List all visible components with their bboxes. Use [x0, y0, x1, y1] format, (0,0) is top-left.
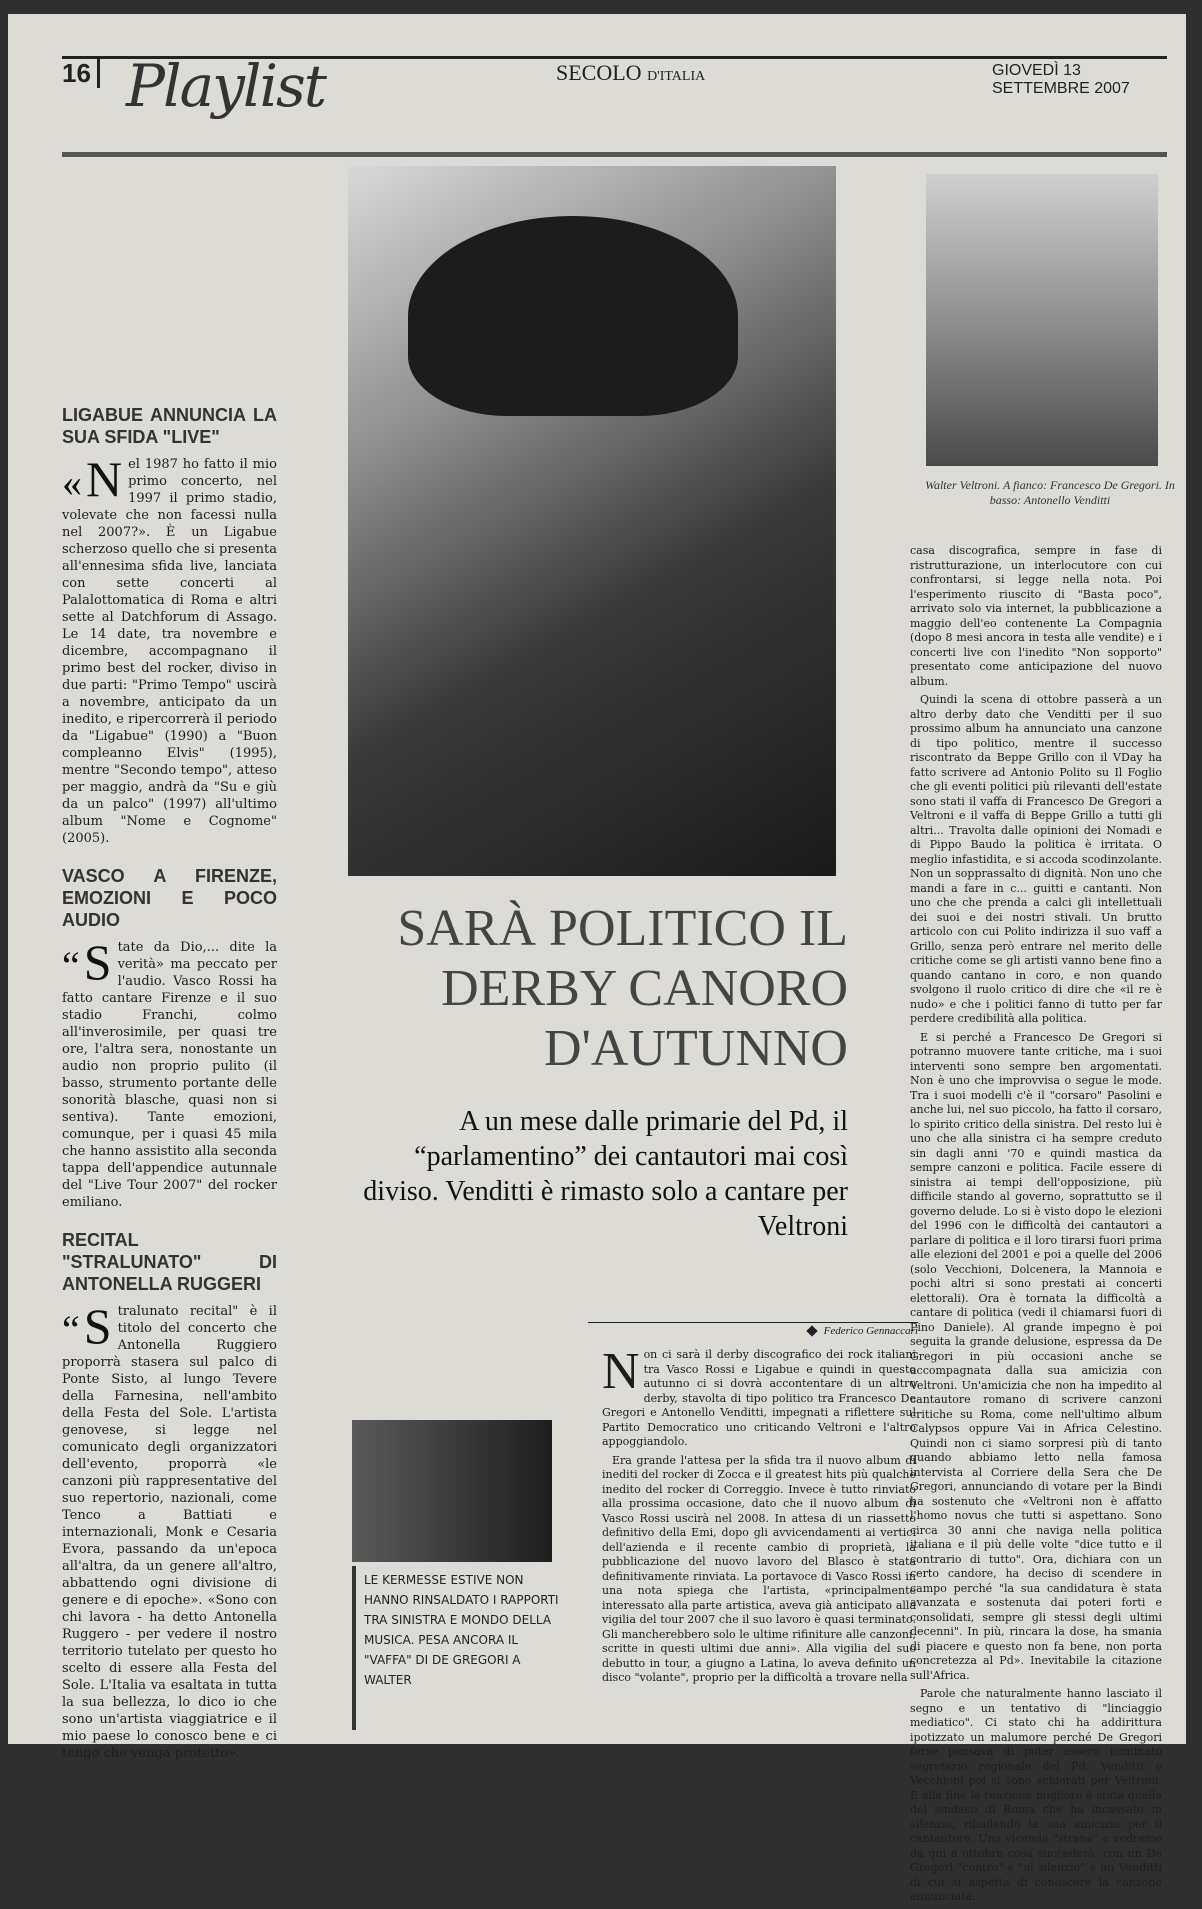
article-paragraph: on ci sarà il derby discografico dei rock italiani tra Vasco Rossi e Ligabue e quindi in questo autunno ci si dovrà accontentare di un altro derby, stavolta di tipo politico tra Francesco De Gregori e Antonello Venditti, impegnati a riflettere sul Partito Democratico uno criticando Veltroni e l'altro appoggiandolo.	[602, 1348, 916, 1448]
article-paragraph: Era grande l'attesa per la sfida tra il nuovo album di inediti del rocker di Zocca e il greatest hits più qualche inedito del rocker di Correggio. Invece è tutto rinviato alla prossima occasione, dato che il nuovo album di Vasco Rossi uscirà nel 2008. In attesa di un riassetto definitivo della Emi, dopo gli avvicendamenti ai vertici dell'azienda e il recente cambio di proprietà, la pubblicazione del nuovo lavoro del Blasco è stata definitivamente rinviata. La portavoce di Vasco Rossi in una nota spiega che l'artista, «principalmente interessato alla parte artistica, aveva già anticipato alla vigilia del tour 2007 che il suo lavoro è quasi terminato. Gli mancherebbero solo le ultime rifiniture alle canzoni, scritte in questi ultimi due anni». Alla vigilia del suo debutto in tour, a giugno a Latina, lo aveva definito un disco "volante", proprio per la difficoltà a trovare nella	[602, 1453, 916, 1684]
sidebar-item	[62, 1229, 277, 1762]
article-paragraph: Parole che naturalmente hanno lasciato il segno e un tentativo di "linciaggio mediatico". Ci stato chi ha addirittura ipotizzato un malumore perché De Gregori forse pensava di poter essere nominato segretario regionale del Pd. Venditti e Vecchioni poi si sono schierati per Veltroni. E alla fine la reazione migliore è stata quella del sindaco di Roma che ha incassato in silenzio, ribadendo la sua amicizia per il cantautore. Una vicenda "strana" e vedremo da qui a ottobre cosa succederà, con un De Gregori "contro" e "al silenzio" e un Venditti di cui si aspetta di conoscere la canzone annunciata.	[910, 1687, 1162, 1903]
sidebar-item	[62, 865, 277, 1211]
paper-name	[556, 60, 705, 86]
sidebar-text: tralunato recital" è il titolo del concerto che Antonella Ruggiero proporrà stasera sul palco di Ponte Sisto, al lungo Tevere della Farnesina, nell'ambito della Festa del Sole. L'artista genovese, si legge nel comunicato degli organizzatori dell'evento, proporrà «le canzoni più rappresentative del suo repertorio, nazionali, come Tenco a Battiati e internazionali, Monk e Cesaria Evora, passando da un'epoca all'altra, da un genere all'altro, abbattendo ogni divisione di genere e di epoche». «Sono con chi lavora - ha detto Antonella Ruggero - per vedere il nostro territorio tutelato per questo ho scelto di essere alla Festa del Sole. L'Italia va esaltata in tutta la sua bellezza, lo dico io che sono un'artista viaggiatrice e il mio paese lo conosco bene e ci tengo che venga protetto».	[62, 1304, 277, 1761]
newspaper-page	[8, 14, 1186, 1903]
photo-cap-shape	[408, 216, 738, 416]
drop-letter: S	[83, 1298, 112, 1354]
article-drop-cap: N	[602, 1343, 640, 1400]
sidebar-item	[62, 404, 277, 847]
main-photo	[348, 166, 836, 876]
sidebar-heading: VASCO A FIRENZE, EMOZIONI E POCO AUDIO	[62, 866, 277, 930]
small-photo	[352, 1420, 552, 1562]
paper-name-suffix: D'ITALIA	[647, 69, 706, 84]
headline: SARÀ POLITICO IL DERBY CANORO D'AUTUNNO	[397, 900, 848, 1077]
sidebar-text: el 1987 ho fatto il mio primo concerto, nel 1997 il primo stadio, volevate che non facessi nulla nel 2007?». È un Ligabue scherzoso quello che si presenta all'ennesima sfida live, lanciata con sette concerti al Palalottomatica di Roma e altri sette al Datchforum di Assago. Le 14 date, tra novembre e dicembre, accompagnano il primo best del rocker, diviso in due parti: "Primo Tempo" uscirà a novembre, anticipato da un inedito, e ripercorrerà il periodo da "Ligabue" (1990) a "Buon compleanno Elvis" (1995), mentre "Secondo tempo", atteso per maggio, andrà da "Su e giù da un palco" (1997) all'ultimo album "Nome e Cognome" (2005).	[62, 457, 277, 846]
sidebar-column	[62, 404, 277, 1780]
photo-caption: Walter Veltroni. A fianco: Francesco De Gregori. In basso: Antonello Venditti	[925, 478, 1175, 507]
page-number: 16	[62, 58, 100, 88]
issue-date: GIOVEDÌ 13 SETTEMBRE 2007	[992, 62, 1130, 97]
deck: A un mese dalle primarie del Pd, il “parlamentino” dei cantautori mai così diviso. Venditti è rimasto solo a cantare per Veltroni	[363, 1106, 848, 1242]
article-column-1	[602, 1343, 916, 1690]
article-paragraph: casa discografica, sempre in fase di ristrutturazione, un interlocutore con cui confrontarsi, si legge nella nota. Poi l'esperimento riuscito di "Basta poco", arrivato solo via internet, la pubblicazione a maggio dell'eo contenente La Compagnia (dopo 8 mesi ancora in testa alle vendite) e i concerti live con l'inedito "Non sopporto" presentato come anticipazione del nuovo album.	[910, 544, 1162, 688]
sidebar-text: tate da Dio,... dite la verità» ma peccato per l'audio. Vasco Rossi ha fatto cantare Firenze e il suo stadio Franchi, colmo all'inverosimile, per quasi tre ore, l'altra sera, nonostante un audio non proprio pulito (il basso, strumento portante delle sonorità blasche, quasi non si sentiva). Tante emozioni, comunque, per i quasi 45 mila che hanno assistito alla seconda tappa dell'appendice autunnale del "Live Tour 2007" del rocker emiliano.	[62, 940, 277, 1210]
byline: Federico Gennaccari	[588, 1322, 918, 1337]
sidebar-heading: LIGABUE ANNUNCIA LA SUA SFIDA "LIVE"	[62, 405, 277, 447]
drop-letter: S	[83, 934, 112, 990]
drop-mark: «	[62, 460, 82, 505]
drop-cap	[62, 934, 112, 990]
article-paragraph: E si perché a Francesco De Gregori si potranno muovere tante critiche, ma i suoi interventi sono sempre ben argomentati. Non è uno che improvvisa o segue le mode. Tra i suoi modelli c'è il "corsaro" Pasolini e anche lui, nel suo piccolo, ha fatto il corsaro, lo spirito critico della sinistra. Del resto lui è uno che alla sinistra ci ha sempre creduto sin dagli anni '70 e quindi mastica da sempre canzoni e politica. Facile essere di sinistra ai tempi dell'opposizione, più difficile stando al governo, soprattutto se il governo delude. Lo si è visto dopo le elezioni del 1996 con le difficoltà dei cantautori a parlare di politica e il loro tirarsi fuori prima alle elezioni del 2001 e poi a quelle del 2006 (solo Vecchioni, Dolcenera, la Mannoia e pochi altri si sono prestati ai concerti elettorali). Ora è tornata la difficoltà a cantare di politica (vedi il chiamarsi fuori di Pino Daniele). Al grande impegno è poi seguita la grande delusione, espressa da De Gregori in più occasioni anche se accompagnata dalla sua amicizia con Veltroni. Un'amicizia che non ha impedito al cantautore romano di scrivere canzoni critiche su Roma, come nell'ultimo album Calypsos oppure Vai in Africa Celestino. Quindi non ci siamo sorpresi più di tanto quando abbiamo letto nella famosa intervista al Corriere della Sera che De Gregori, annunciando di votare per la Bindi ha sostenuto che «Veltroni non è affatto l'homo novus che tutti si aspettano. Sono circa 30 anni che naviga nella politica italiana e il più delle volte "dice tutto e il contrario di tutto". Ora, dichiara con un certo candore, ha deciso di scendere in campo perché "la sua candidatura è stata avanzata e sostenuta dai poteri forti e consolidati, sempre gli stessi degli ultimi decenni". In più, rincara la dose, ha smania di piacere e questo non fa bene, non porta concretezza al Pd». Inevitabile la citazione sull'Africa.	[910, 1030, 1162, 1682]
masthead	[62, 40, 1170, 168]
drop-mark: “	[62, 943, 80, 988]
masthead-rule	[62, 152, 1167, 157]
drop-cap	[62, 451, 123, 507]
article-paragraph: Quindi la scena di ottobre passerà a un altro derby dato che Venditti per il suo prossimo album ha annunciato una canzone di tipo politico, mentre il successo riscontrato da Beppe Grillo con il VDay ha fatto scrivere ad Antonio Polito su Il Foglio che gli eventi politici più rilevanti dell'estate sono stati il vaffa di Francesco De Gregori a Veltroni e il vaffa di Beppe Grillo a tutti gli altri... Travolta dalle opinioni dei Nomadi e di Pippo Baudo la politica è irritata. O meglio infastidita, e si accoda scodinzolante. Non un sopprassalto di dignità. Non uno che mandi a fare in c... guitti e cantanti. Non uno che che prenda a calci gli intellettuali dei suoi e dei nostri stivali. Un brutto articolo con cui Polito indirizza il suo vaff a Grillo, senza però entrare nel merito delle critiche come se gli artisti vanno bene fino a quando cantano in coro, e non quando svolgono il ruolo critico di dire che «il re è nudo» e che i politici fanno di tutto per far perdere credibilità alla politica.	[910, 693, 1162, 1025]
sidebar-heading: RECITAL "STRALUNATO" DI ANTONELLA RUGGERI	[62, 1230, 277, 1294]
section-logo: Playlist	[126, 52, 326, 120]
drop-letter: N	[86, 451, 123, 507]
article-column-2	[910, 544, 1162, 1909]
paper-name-main: SECOLO	[556, 60, 642, 85]
pullquote-box: LE KERMESSE ESTIVE NON HANNO RINSALDATO I RAPPORTI TRA SINISTRA E MONDO DELLA MUSICA. PESA ANCORA IL "VAFFA" DI DE GREGORI A WALTER	[352, 1566, 572, 1730]
drop-mark: “	[62, 1307, 80, 1352]
drop-cap	[62, 1298, 112, 1354]
portrait-photo	[926, 174, 1158, 466]
